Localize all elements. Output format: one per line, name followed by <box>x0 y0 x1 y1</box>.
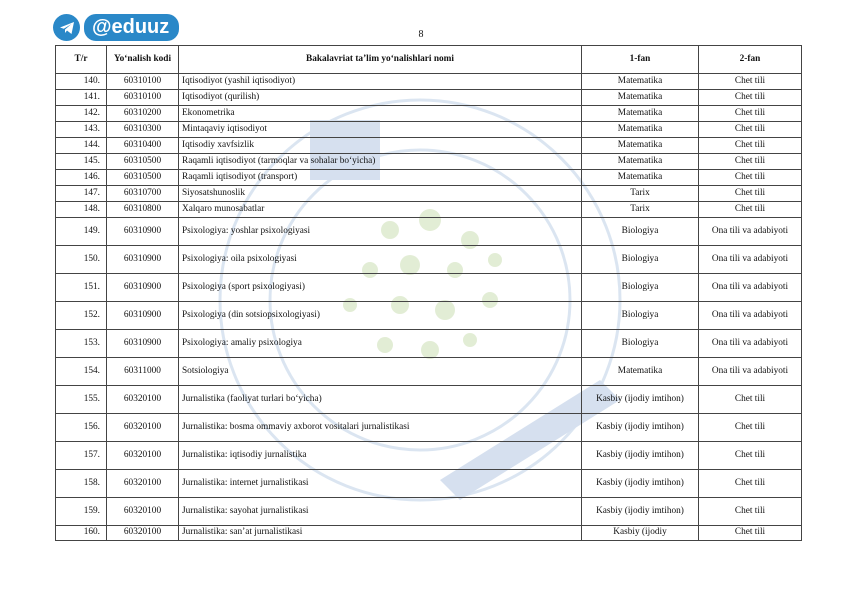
row-code: 60311000 <box>107 358 179 386</box>
table-row <box>56 498 802 526</box>
table-row <box>56 526 802 541</box>
row-subject-2: Chet tili <box>699 498 802 526</box>
row-subject-1: Matematika <box>582 358 699 386</box>
header-subject-2: 2-fan <box>699 46 802 74</box>
row-subject-1: Matematika <box>582 122 699 138</box>
row-subject-2: Chet tili <box>699 386 802 414</box>
table-row <box>56 302 802 330</box>
row-number: 151. <box>56 274 107 302</box>
table-row <box>56 122 802 138</box>
row-number: 147. <box>56 186 107 202</box>
row-number: 150. <box>56 246 107 274</box>
row-subject-2: Ona tili va adabiyoti <box>699 246 802 274</box>
row-code: 60310900 <box>107 218 179 246</box>
header-number: T/r <box>56 46 107 74</box>
row-subject-2: Ona tili va adabiyoti <box>699 302 802 330</box>
row-code: 60310500 <box>107 154 179 170</box>
table-row <box>56 106 802 122</box>
row-subject-2: Chet tili <box>699 202 802 218</box>
row-direction: Iqtisodiyot (qurilish) <box>179 90 582 106</box>
row-direction: Ekonometrika <box>179 106 582 122</box>
row-subject-1: Matematika <box>582 90 699 106</box>
header-subject-1: 1-fan <box>582 46 699 74</box>
row-subject-2: Chet tili <box>699 470 802 498</box>
directions-table <box>55 45 802 541</box>
row-subject-2: Ona tili va adabiyoti <box>699 274 802 302</box>
row-number: 141. <box>56 90 107 106</box>
row-code: 60320100 <box>107 442 179 470</box>
row-subject-1: Kasbiy (ijodiy <box>582 526 699 541</box>
row-subject-2: Chet tili <box>699 90 802 106</box>
row-code: 60310500 <box>107 170 179 186</box>
row-subject-1: Matematika <box>582 106 699 122</box>
row-subject-1: Tarix <box>582 186 699 202</box>
row-code: 60310900 <box>107 246 179 274</box>
table-row <box>56 442 802 470</box>
row-number: 157. <box>56 442 107 470</box>
row-subject-1: Matematika <box>582 170 699 186</box>
table-row <box>56 358 802 386</box>
row-subject-1: Matematika <box>582 138 699 154</box>
row-subject-2: Chet tili <box>699 442 802 470</box>
table-row <box>56 186 802 202</box>
table-row <box>56 202 802 218</box>
row-number: 160. <box>56 526 107 541</box>
row-number: 143. <box>56 122 107 138</box>
row-code: 60320100 <box>107 526 179 541</box>
table-row <box>56 74 802 90</box>
table-row <box>56 218 802 246</box>
row-subject-2: Chet tili <box>699 154 802 170</box>
page-number: 8 <box>418 29 424 40</box>
row-code: 60320100 <box>107 386 179 414</box>
row-direction: Jurnalistika: internet jurnalistikasi <box>179 470 582 498</box>
row-code: 60310900 <box>107 330 179 358</box>
row-direction: Iqtisodiy xavfsizlik <box>179 138 582 154</box>
table-row <box>56 138 802 154</box>
header-name: Bakalavriat ta’lim yo‘nalishlari nomi <box>179 46 582 74</box>
row-subject-1: Kasbiy (ijodiy imtihon) <box>582 498 699 526</box>
table-row <box>56 470 802 498</box>
row-subject-2: Ona tili va adabiyoti <box>699 330 802 358</box>
row-number: 159. <box>56 498 107 526</box>
row-subject-2: Chet tili <box>699 414 802 442</box>
header-code: Yo‘nalish kodi <box>107 46 179 74</box>
row-code: 60310800 <box>107 202 179 218</box>
row-subject-2: Chet tili <box>699 74 802 90</box>
row-code: 60320100 <box>107 470 179 498</box>
row-code: 60320100 <box>107 414 179 442</box>
row-code: 60310400 <box>107 138 179 154</box>
row-subject-2: Ona tili va adabiyoti <box>699 358 802 386</box>
row-subject-1: Tarix <box>582 202 699 218</box>
row-subject-2: Ona tili va adabiyoti <box>699 218 802 246</box>
row-subject-1: Kasbiy (ijodiy imtihon) <box>582 470 699 498</box>
table-row <box>56 154 802 170</box>
table-row <box>56 170 802 186</box>
row-number: 154. <box>56 358 107 386</box>
row-code: 60310700 <box>107 186 179 202</box>
row-subject-2: Chet tili <box>699 138 802 154</box>
row-number: 156. <box>56 414 107 442</box>
row-number: 145. <box>56 154 107 170</box>
row-direction: Iqtisodiyot (yashil iqtisodiyot) <box>179 74 582 90</box>
table-row <box>56 386 802 414</box>
row-subject-1: Biologiya <box>582 218 699 246</box>
row-number: 158. <box>56 470 107 498</box>
row-number: 140. <box>56 74 107 90</box>
row-number: 155. <box>56 386 107 414</box>
table-row <box>56 330 802 358</box>
row-subject-1: Biologiya <box>582 274 699 302</box>
row-number: 152. <box>56 302 107 330</box>
row-number: 142. <box>56 106 107 122</box>
row-direction: Psixologiya (sport psixologiyasi) <box>179 274 582 302</box>
row-subject-1: Biologiya <box>582 302 699 330</box>
row-number: 144. <box>56 138 107 154</box>
row-direction: Jurnalistika (faoliyat turlari bo‘yicha) <box>179 386 582 414</box>
row-code: 60310200 <box>107 106 179 122</box>
table-row <box>56 414 802 442</box>
row-code: 60310900 <box>107 302 179 330</box>
row-direction: Jurnalistika: san’at jurnalistikasi <box>179 526 582 541</box>
row-direction: Jurnalistika: iqtisodiy jurnalistika <box>179 442 582 470</box>
row-direction: Psixologiya: oila psixologiyasi <box>179 246 582 274</box>
row-number: 148. <box>56 202 107 218</box>
row-subject-2: Chet tili <box>699 526 802 541</box>
brand-name: @eduuz <box>84 14 179 41</box>
table-row <box>56 246 802 274</box>
row-subject-2: Chet tili <box>699 122 802 138</box>
row-subject-1: Biologiya <box>582 330 699 358</box>
row-direction: Raqamli iqtisodiyot (transport) <box>179 170 582 186</box>
row-direction: Sotsiologiya <box>179 358 582 386</box>
row-direction: Psixologiya: amaliy psixologiya <box>179 330 582 358</box>
row-subject-1: Kasbiy (ijodiy imtihon) <box>582 414 699 442</box>
row-code: 60310900 <box>107 274 179 302</box>
row-subject-1: Matematika <box>582 74 699 90</box>
row-number: 146. <box>56 170 107 186</box>
row-code: 60310100 <box>107 74 179 90</box>
row-direction: Jurnalistika: bosma ommaviy axborot vositalari jurnalistikasi <box>179 414 582 442</box>
row-direction: Mintaqaviy iqtisodiyot <box>179 122 582 138</box>
table-row <box>56 274 802 302</box>
row-subject-2: Chet tili <box>699 170 802 186</box>
row-direction: Siyosatshunoslik <box>179 186 582 202</box>
row-subject-2: Chet tili <box>699 186 802 202</box>
row-code: 60310300 <box>107 122 179 138</box>
row-number: 153. <box>56 330 107 358</box>
row-code: 60310100 <box>107 90 179 106</box>
row-direction: Raqamli iqtisodiyot (tarmoqlar va sohalar bo‘yicha) <box>179 154 582 170</box>
row-subject-2: Chet tili <box>699 106 802 122</box>
row-direction: Jurnalistika: sayohat jurnalistikasi <box>179 498 582 526</box>
row-direction: Xalqaro munosabatlar <box>179 202 582 218</box>
table-row <box>56 90 802 106</box>
row-subject-1: Kasbiy (ijodiy imtihon) <box>582 386 699 414</box>
row-code: 60320100 <box>107 498 179 526</box>
row-subject-1: Matematika <box>582 154 699 170</box>
row-subject-1: Biologiya <box>582 246 699 274</box>
row-number: 149. <box>56 218 107 246</box>
row-direction: Psixologiya: yoshlar psixologiyasi <box>179 218 582 246</box>
row-subject-1: Kasbiy (ijodiy imtihon) <box>582 442 699 470</box>
row-direction: Psixologiya (din sotsiopsixologiyasi) <box>179 302 582 330</box>
